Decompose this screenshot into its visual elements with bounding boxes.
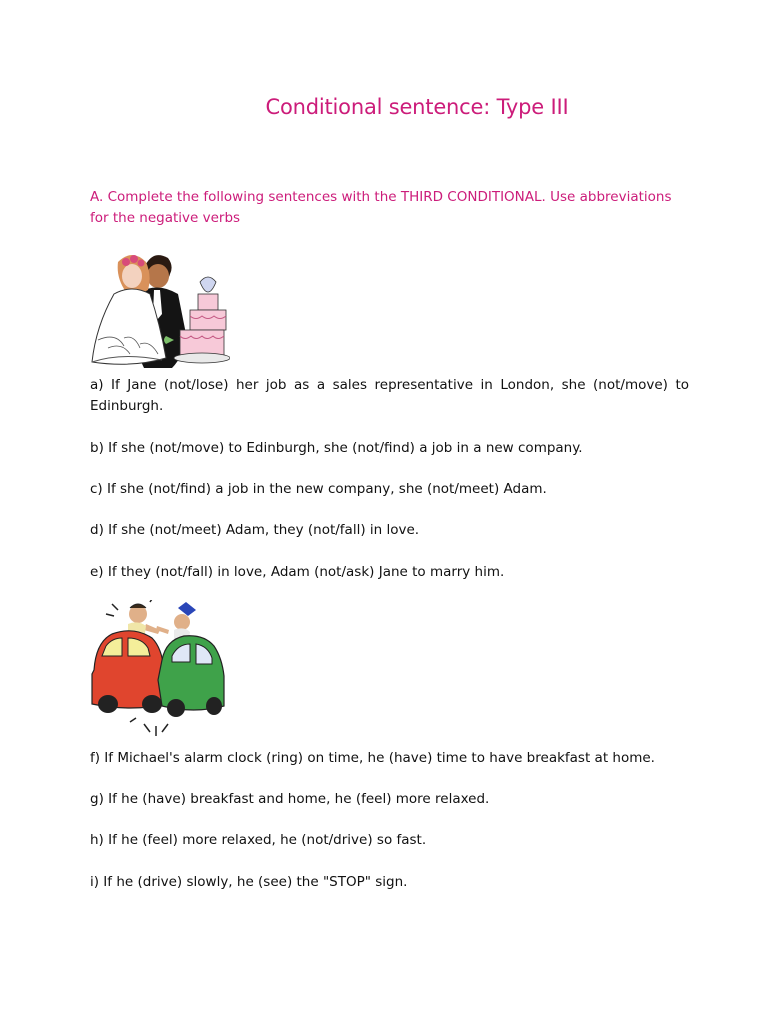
sentence-b: b) If she (not/move) to Edinburgh, she (not/find) a job in a new company.: [90, 440, 583, 456]
car-crash-icon: [88, 600, 230, 742]
sentence-h: h) If he (feel) more relaxed, he (not/drive) so fast.: [90, 832, 427, 848]
sentence-i: i) If he (drive) slowly, he (see) the "STOP" sign.: [90, 874, 408, 890]
sentence-c: c) If she (not/find) a job in the new company, she (not/meet) Adam.: [90, 481, 547, 497]
sentence-d: d) If she (not/meet) Adam, they (not/fall) in love.: [90, 522, 420, 538]
sentence-g: g) If he (have) breakfast and home, he (feel) more relaxed.: [90, 791, 490, 807]
sentence-e: e) If they (not/fall) in love, Adam (not/ask) Jane to marry him.: [90, 564, 505, 580]
wedding-couple-cake-icon: [88, 244, 230, 368]
exercise-instruction: A. Complete the following sentences with the THIRD CONDITIONAL. Use abbreviations for the negative verbs: [90, 189, 672, 226]
page-title: Conditional sentence: Type III: [265, 95, 569, 119]
sentence-a: a) If Jane (not/lose) her job as a sales representative in London, she (not/move) to Edinburgh.: [90, 377, 689, 414]
sentence-f: f) If Michael's alarm clock (ring) on time, he (have) time to have breakfast at home.: [90, 750, 655, 766]
